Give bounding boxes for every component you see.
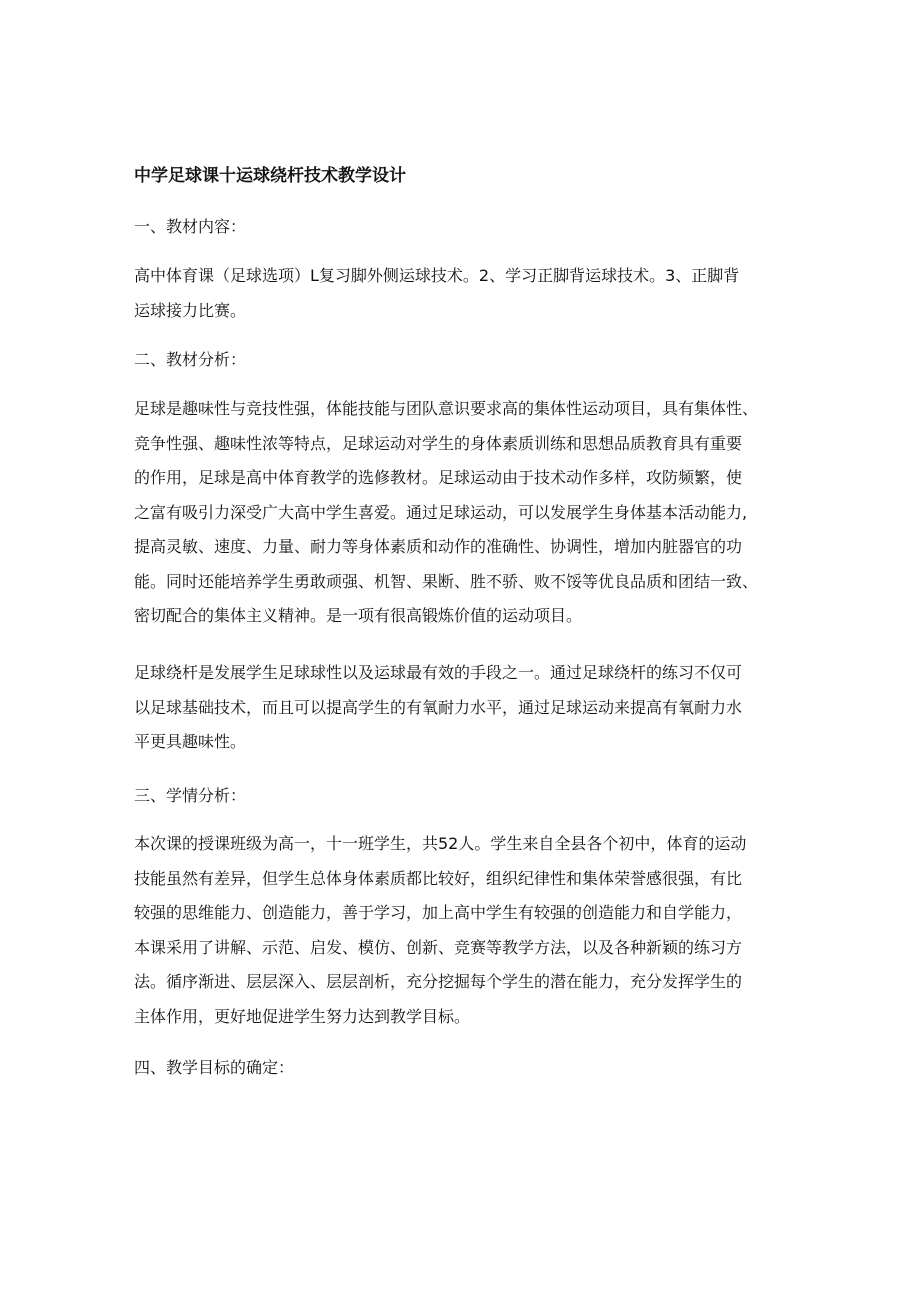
text-line: 本课采用了讲解、示范、启发、模仿、创新、竞赛等教学方法，以及各种新颖的练习方 [134,937,743,957]
text-line: 的作用，足球是高中体育教学的选修教材。足球运动由于技术动作多样，攻防频繁，使 [134,468,743,487]
text-line: 提高灵敏、速度、力量、耐力等身体素质和动作的准确性、协调性，增加内脏器官的功 [134,537,743,556]
text-line: 平更具趣味性。 [134,732,247,751]
text-line: 之富有吸引力深受广大高中学生喜爱。通过足球运动，可以发展学生身体基本活动能力, [134,502,748,522]
section-heading-materials: 一、教材内容： [134,217,247,236]
text-line: 竞争性强、趣味性浓等特点，足球运动对学生的身体素质训练和思想品质教育具有重要 [134,433,743,453]
text-line: 较强的思维能力、创造能力，善于学习，加上高中学生有较强的创造能力和自学能力， [134,903,743,922]
text-line: 足球是趣味性与竞技性强，体能技能与团队意识要求高的集体性运动项目，具有集体性、 [134,399,759,418]
document-title: 中学足球课十运球绕杆技术教学设计 [134,166,406,186]
section-body-analysis-paragraph-2 [134,656,804,760]
text-line: 以足球基础技术，而且可以提高学生的有氧耐力水平，通过足球运动来提高有氧耐力水 [134,697,743,717]
text-line: 本次课的授课班级为高一，十一班学生，共52人。学生来自全县各个初中，体育的运动 [134,834,747,853]
section-body-materials [134,259,804,328]
section-body-analysis-paragraph-1 [134,392,804,634]
text-line: 主体作用，更好地促进学生努力达到教学目标。 [134,1006,471,1026]
section-heading-student-analysis: 三、学情分析： [134,786,247,805]
text-line: 技能虽然有差异，但学生总体身体素质都比较好，组织纪律性和集体荣誉感很强，有比 [134,868,743,888]
section-heading-analysis: 二、教材分析： [134,350,247,369]
section-body-student-analysis [134,827,804,1034]
text-line: 法。循序渐进、层层深入、层层剖析，充分挖掘每个学生的潜在能力，充分发挥学生的 [134,972,743,991]
text-line: 运球接力比赛。 [134,300,247,320]
text-line: 高中体育课（足球选项）L复习脚外侧运球技术。2、学习正脚背运球技术。3、正脚背 [134,266,740,285]
text-line: 足球绕杆是发展学生足球球性以及运球最有效的手段之一。通过足球绕杆的练习不仅可 [134,663,743,682]
section-heading-teaching-goals: 四、教学目标的确定： [134,1058,295,1077]
text-line: 密切配合的集体主义精神。是一项有很高锻炼价值的运动项目。 [134,606,583,625]
text-line: 能。同时还能培养学生勇敢顽强、机智、果断、胜不骄、败不馁等优良品质和团结一致、 [134,571,759,591]
